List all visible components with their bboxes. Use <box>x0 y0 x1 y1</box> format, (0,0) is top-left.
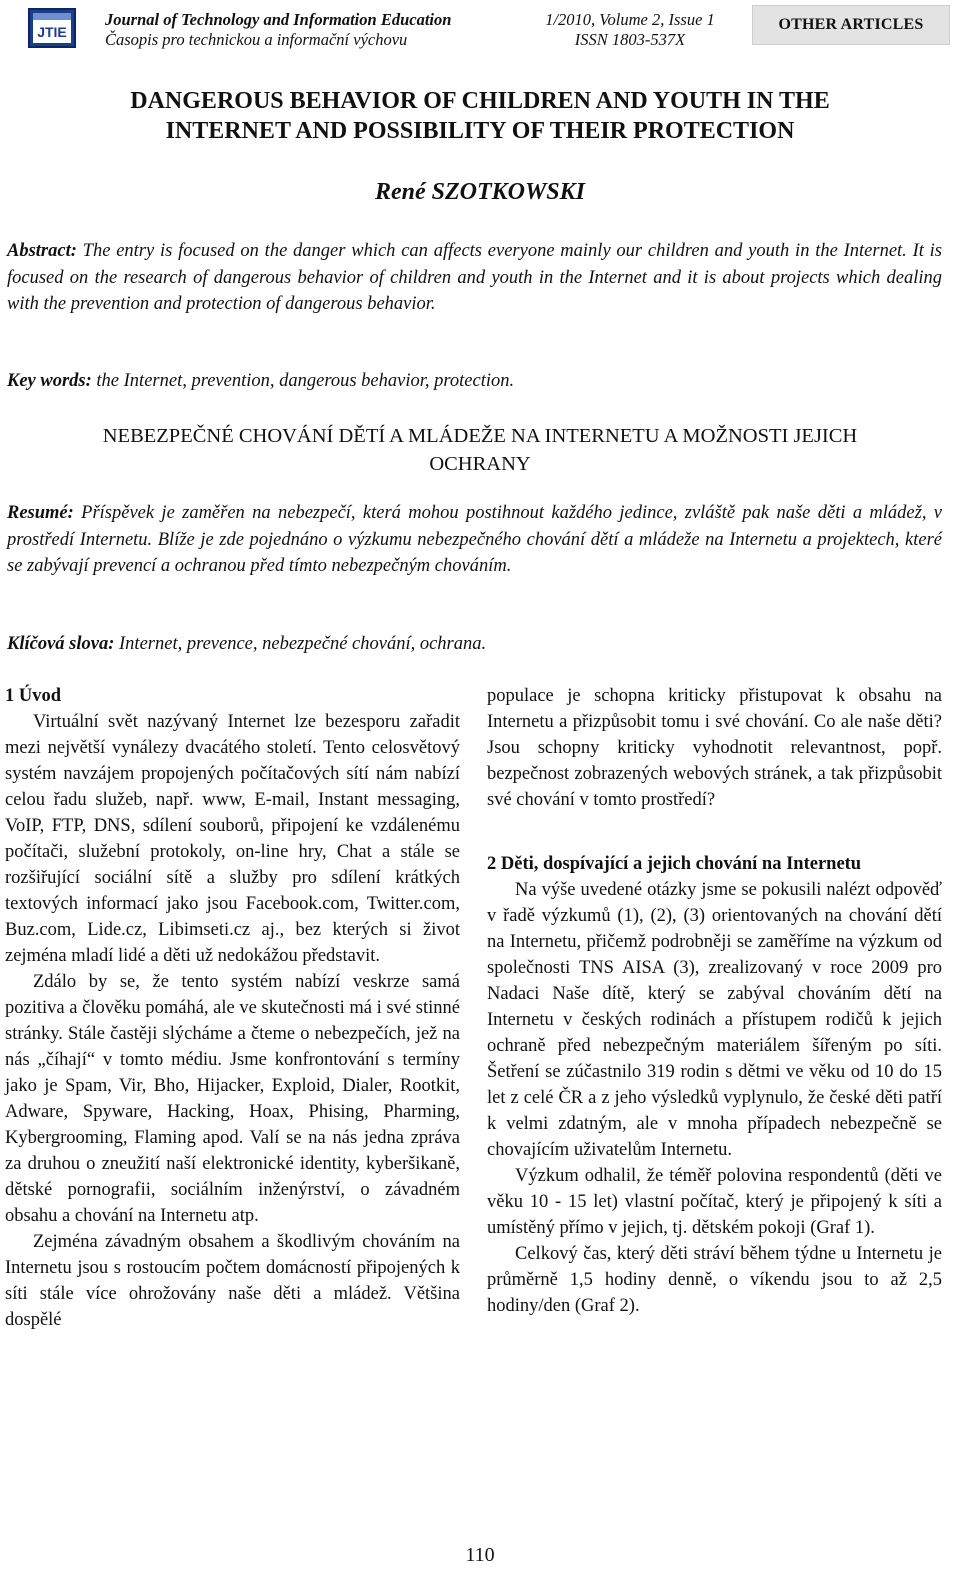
other-articles-button[interactable]: OTHER ARTICLES <box>752 5 950 45</box>
journal-name-cz: Časopis pro technickou a informační výchovu <box>105 30 408 49</box>
jtie-logo-icon <box>28 8 76 48</box>
keywords-text: the Internet, prevention, dangerous behavior, protection. <box>91 371 515 391</box>
journal-logo <box>28 8 76 48</box>
page-number: 110 <box>465 1544 495 1566</box>
czech-title-line-2: OCHRANY <box>429 453 531 475</box>
author-name: René SZOTKOWSKI <box>374 179 586 205</box>
issue-number: 1/2010, Volume 2, Issue 1 <box>545 10 715 29</box>
article-title-line-2: INTERNET AND POSSIBILITY OF THEIR PROTECTION <box>165 118 795 144</box>
czech-title-line-1: NEBEZPEČNÉ CHOVÁNÍ DĚTÍ A MLÁDEŽE NA INTERNETU A MOŽNOSTI JEJICH <box>102 425 858 447</box>
abstract <box>7 238 942 318</box>
left-column <box>5 683 460 1333</box>
section-2-heading: 2 Děti, dospívající a jejich chování na Internetu <box>487 854 862 874</box>
logo-text: JTIE <box>37 24 67 40</box>
right-paragraph-3: Výzkum odhalil, že téměř polovina respondentů (děti ve věku 10 - 15 let) vlastní počítač, který je připojený k síti a umístěný přímo v jejich, tj. dětském pokoji (Graf 1). <box>487 1166 942 1238</box>
abstract-text: The entry is focused on the danger which can affects everyone mainly our children and youth in the Internet. It is focused on the research of dangerous behavior of children and youth in the Internet and it is about projects which dealing with the prevention and protection of dangerous behavior. <box>7 241 942 314</box>
left-paragraph-3: Zejména závadným obsahem a škodlivým chováním na Internetu jsou s rostoucím počtem domácností připojených k síti stále více ohrožovány naše děti a mládež. Většina dospělé <box>5 1232 460 1330</box>
journal-header <box>0 0 960 60</box>
resume-label: Resumé: <box>7 503 74 523</box>
journal-name <box>105 10 515 50</box>
keywords-label: Key words: <box>7 371 92 391</box>
section-1-heading: 1 Úvod <box>5 686 62 706</box>
czech-keywords-label: Klíčová slova: <box>7 634 115 654</box>
right-column <box>487 683 942 1319</box>
article-title <box>20 86 940 146</box>
resume <box>7 500 942 580</box>
left-paragraph-2: Zdálo by se, že tento systém nabízí veskrze samá pozitiva a člověku pomáhá, ale ve skutečnosti má i své stinné stránky. Stále častěji slýcháme a čteme o nebezpečích, jež na nás „číhají“ v tomto médiu. Jsme konfrontování s termíny jako je Spam, Vir, Bho, Hijacker, Exploid, Dialer, Rootkit, Adware, Spyware, Hacking, Hoax, Phising, Pharming, Kybergrooming, Flaming apod. Valí se na nás jedna zpráva za druhou o zneužití naší elektronické identity, kyberšikaně, dětské pornografii, sociálním inženýrství, o závadném obsahu a chování na Internetu atp. <box>5 972 460 1226</box>
right-paragraph-2: Na výše uvedené otázky jsme se pokusili nalézt odpověď v řadě výzkumů (1), (2), (3) orientovaných na chování dětí na Internetu, přičemž podrobněji se zaměříme na výzkum od společnosti TNS AISA (3), zrealizovaný v roce 2009 pro Nadaci Naše dítě, který se zabýval chováním dětí na Internetu v českých rodinách a přístupem rodičů k jejich ochraně před nebezpečným materiálem šířeným po síti. Šetření se zúčastnilo 319 rodin s dětmi ve věku od 10 do 15 let z celé ČR a z jeho výsledků vyplynulo, že české děti patří k velmi zdatným, ale v mnoha případech nebezpečně se chovajícím uživatelům Internetu. <box>487 880 942 1160</box>
czech-keywords-text: Internet, prevence, nebezpečné chování, ochrana. <box>114 634 487 654</box>
issue-info <box>520 10 740 50</box>
resume-text: Příspěvek je zaměřen na nebezpečí, která mohou postihnout každého jedince, zvláště pak naše děti a mládež, v prostředí Internetu. Blíže je zde pojednáno o výzkumu nebezpečného chování dětí a mládeže na Internetu a projektech, které se zabývají prevencí a ochranou před tímto nebezpečným chováním. <box>7 503 942 576</box>
issn: ISSN 1803-537X <box>574 30 686 49</box>
abstract-label: Abstract: <box>7 241 77 261</box>
journal-name-en: Journal of Technology and Information Education <box>105 10 452 29</box>
article-title-line-1: DANGEROUS BEHAVIOR OF CHILDREN AND YOUTH IN THE <box>130 88 830 114</box>
czech-title <box>20 422 940 478</box>
keywords <box>7 368 942 394</box>
czech-keywords <box>7 631 942 657</box>
right-paragraph-4: Celkový čas, který děti stráví během týdne u Internetu je průměrně 1,5 hodiny denně, o víkendu jsou to až 2,5 hodiny/den (Graf 2). <box>487 1244 942 1316</box>
left-paragraph-1: Virtuální svět nazývaný Internet lze bezesporu zařadit mezi největší vynálezy dvacátého století. Tento celosvětový systém navzájem propojených počítačových sítí nám nabízí celou řadu služeb, např. www, E-mail, Instant messaging, VoIP, FTP, DNS, sdílení souborů, připojení ke vzdálenému počítači, služební protokoly, on-line hry, Chat a stále se rozšiřující sociální sítě a služby pro sdílení krátkých textových informací jako jsou Facebook.com, Twitter.com, Buz.com, Lide.cz, Libimseti.cz aj., bez kterých si život zejména mladí lidé a děti už nedokážou představit. <box>5 712 460 966</box>
right-paragraph-1: populace je schopna kriticky přistupovat k obsahu na Internetu a přizpůsobit tomu i své chování. Co ale naše děti? Jsou schopny kriticky vyhodnotit relevantnost, popř. bezpečnost zobrazených webových stránek, a tak přizpůsobit své chování v tomto prostředí? <box>487 686 942 810</box>
